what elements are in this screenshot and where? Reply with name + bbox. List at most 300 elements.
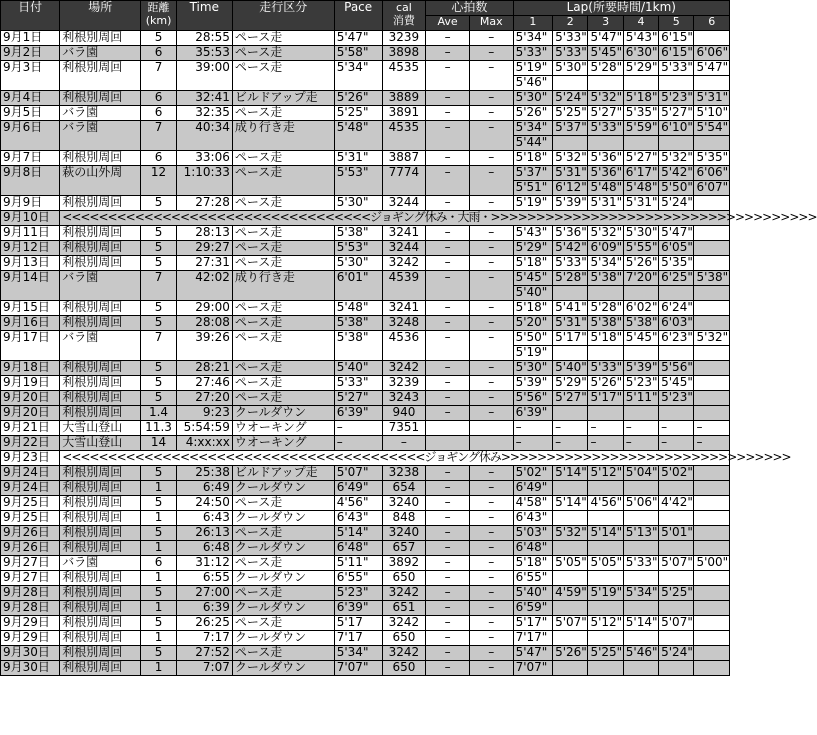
cell-distance: 5 [141,376,176,391]
cell-date: 9月25日 [1,496,60,511]
cell-lap-1: 5'18" [513,556,553,571]
cell-date: 9月20日 [1,391,60,406]
table-row [1,256,730,271]
cell-hr-max: – [469,526,513,541]
cell-lap-3: 5'25" [588,646,623,661]
table-row [1,586,730,601]
cell-lap-3: – [588,436,623,451]
cell-lap-6 [694,511,730,526]
cell-time: 35:53 [176,46,232,61]
cell-lap-6: 5'10" [694,106,730,121]
cell-category: ペース走 [232,106,334,121]
cell-pace: 5'38" [334,331,382,361]
cell-distance: 7 [141,271,176,301]
cell-lap-6 [694,391,730,406]
cell-category: クールダウン [232,541,334,556]
cell-pace: 5'07" [334,466,382,481]
table-row [1,616,730,631]
cell-lap-2: 5'07" [553,616,588,631]
cell-pace: 4'56" [334,496,382,511]
cell-date: 9月24日 [1,466,60,481]
cell-calories: 3248 [382,316,426,331]
cell-lap-5: 5'35" [659,256,694,271]
cell-hr-max: – [469,241,513,256]
cell-category: ペース走 [232,166,334,196]
cell-place: バラ園 [60,271,141,301]
cell-distance: 5 [141,31,176,46]
cell-pace: 6'55" [334,571,382,586]
cell-pace: 5'53" [334,166,382,196]
cell-lap-extra-6 [694,346,730,361]
cell-category: 成り行き走 [232,121,334,151]
cell-date: 9月27日 [1,571,60,586]
table-row [1,661,730,676]
cell-hr-ave: – [426,121,470,151]
cell-lap-1: 7'07" [513,661,553,676]
cell-lap-1: 6'59" [513,601,553,616]
cell-lap-1: 5'34" [513,31,553,46]
header-hr-ave: Ave [426,16,470,31]
cell-place: 利根別周回 [60,661,141,676]
cell-lap-4: 5'39" [623,361,658,376]
cell-place: 利根別周回 [60,361,141,376]
cell-lap-2: 5'39" [553,196,588,211]
cell-time: 28:13 [176,226,232,241]
cell-time: 1:10:33 [176,166,232,196]
cell-lap-1: 6'39" [513,406,553,421]
cell-pace: 5'11" [334,556,382,571]
cell-lap-4: 5'30" [623,226,658,241]
cell-date: 9月21日 [1,421,60,436]
cell-pace: 5'58" [334,46,382,61]
cell-pace: 5'48" [334,121,382,151]
cell-time: 39:26 [176,331,232,361]
cell-lap-2 [553,661,588,676]
cell-calories: 3892 [382,556,426,571]
cell-date: 9月12日 [1,241,60,256]
cell-distance: 5 [141,391,176,406]
cell-hr-max: – [469,631,513,646]
cell-lap-1: 5'03" [513,526,553,541]
cell-lap-2: 5'14" [553,466,588,481]
cell-category: ペース走 [232,241,334,256]
cell-hr-ave: – [426,376,470,391]
cell-date: 9月26日 [1,541,60,556]
cell-lap-6 [694,241,730,256]
cell-hr-ave: – [426,616,470,631]
cell-lap-2: 5'24" [553,91,588,106]
cell-hr-ave: – [426,631,470,646]
cell-time: 6:43 [176,511,232,526]
cell-hr-ave: – [426,661,470,676]
cell-lap-3: 5'33" [588,361,623,376]
table-row [1,526,730,541]
cell-lap-3: 5'18" [588,331,623,346]
cell-category: ペース走 [232,586,334,601]
cell-lap-3: 5'19" [588,586,623,601]
cell-distance: 14 [141,436,176,451]
cell-pace: 7'07" [334,661,382,676]
cell-lap-2: 5'17" [553,331,588,346]
cell-lap-6 [694,301,730,316]
cell-hr-max: – [469,46,513,61]
cell-hr-max: – [469,121,513,151]
cell-lap-6 [694,376,730,391]
cell-hr-max: – [469,496,513,511]
cell-hr-ave: – [426,196,470,211]
cell-date: 9月6日 [1,121,60,151]
cell-calories: 3242 [382,256,426,271]
cell-pace: 5'47" [334,31,382,46]
cell-category: ペース走 [232,31,334,46]
cell-calories: 654 [382,481,426,496]
cell-distance: 7 [141,61,176,91]
cell-calories: 3898 [382,46,426,61]
table-row [1,166,730,181]
cell-lap-4: 5'26" [623,256,658,271]
cell-date: 9月29日 [1,616,60,631]
cell-lap-4: 5'27" [623,151,658,166]
header-lap-4: 4 [623,16,658,31]
cell-calories: 4535 [382,121,426,151]
cell-lap-5: 5'47" [659,226,694,241]
cell-date: 9月30日 [1,661,60,676]
cell-category: ペース走 [232,526,334,541]
cell-lap-2: 5'33" [553,256,588,271]
cell-lap-2 [553,631,588,646]
cell-distance: 5 [141,196,176,211]
cell-hr-ave: – [426,91,470,106]
cell-distance: 6 [141,91,176,106]
cell-lap-5 [659,511,694,526]
cell-lap-5: 5'23" [659,91,694,106]
cell-category: クールダウン [232,661,334,676]
cell-time: 6:55 [176,571,232,586]
cell-lap-5: 6'10" [659,121,694,136]
cell-hr-max [469,436,513,451]
cell-lap-4: 5'11" [623,391,658,406]
cell-calories: 4536 [382,331,426,361]
cell-lap-5: 4'42" [659,496,694,511]
cell-time: 6:48 [176,541,232,556]
cell-lap-extra-6 [694,76,730,91]
cell-lap-3: 5'28" [588,61,623,76]
cell-lap-2: 5'30" [553,61,588,76]
cell-lap-3: 5'26" [588,376,623,391]
cell-lap-2 [553,481,588,496]
cell-pace: 5'30" [334,196,382,211]
cell-pace: 5'33" [334,376,382,391]
cell-lap-extra-3 [588,346,623,361]
cell-distance: 11.3 [141,421,176,436]
cell-category: クールダウン [232,631,334,646]
cell-category: クールダウン [232,601,334,616]
cell-distance: 1 [141,661,176,676]
cell-calories: 3240 [382,526,426,541]
cell-time: 6:49 [176,481,232,496]
cell-lap-6 [694,601,730,616]
cell-hr-max: – [469,661,513,676]
cell-lap-extra-3: 5'48" [588,181,623,196]
cell-lap-5 [659,481,694,496]
cell-time: 27:31 [176,256,232,271]
cell-hr-ave: – [426,496,470,511]
cell-lap-5: 6'23" [659,331,694,346]
cell-hr-max: – [469,601,513,616]
cell-pace: 5'31" [334,151,382,166]
cell-lap-6: 5'54" [694,121,730,136]
cell-lap-5: 5'56" [659,361,694,376]
cell-lap-3 [588,406,623,421]
cell-lap-5: – [659,421,694,436]
table-body [1,30,817,676]
cell-lap-extra-3 [588,136,623,151]
cell-distance: 5 [141,616,176,631]
cell-lap-4 [623,406,658,421]
cell-time: 39:00 [176,61,232,91]
cell-calories: – [382,436,426,451]
cell-lap-extra-6 [694,136,730,151]
cell-place: 利根別周回 [60,241,141,256]
cell-calories: 940 [382,406,426,421]
cell-lap-6 [694,31,730,46]
cell-lap-6 [694,406,730,421]
cell-place: 利根別周回 [60,316,141,331]
cell-distance: 5 [141,586,176,601]
cell-lap-4: 5'59" [623,121,658,136]
cell-lap-1: 5'30" [513,361,553,376]
cell-lap-3: 5'12" [588,466,623,481]
cell-lap-2: 5'41" [553,301,588,316]
cell-hr-ave: – [426,361,470,376]
table-header [1,1,730,31]
cell-pace: 5'17 [334,616,382,631]
cell-lap-5: 6'05" [659,241,694,256]
cell-hr-ave: – [426,526,470,541]
cell-lap-3 [588,571,623,586]
cell-calories: 650 [382,661,426,676]
cell-time: 33:06 [176,151,232,166]
table-row [1,466,730,481]
cell-place: 利根別周回 [60,481,141,496]
cell-lap-extra-2 [553,346,588,361]
table-row [1,331,730,346]
cell-lap-1: 5'30" [513,91,553,106]
cell-distance: 5 [141,241,176,256]
cell-lap-1: 7'17" [513,631,553,646]
cell-lap-3: 5'32" [588,91,623,106]
cell-lap-3: 5'33" [588,121,623,136]
cell-hr-ave: – [426,226,470,241]
cell-lap-extra-6 [694,286,730,301]
cell-lap-5: 5'07" [659,556,694,571]
cell-distance: 5 [141,496,176,511]
cell-lap-6: 6'06" [694,166,730,181]
cell-hr-ave: – [426,391,470,406]
cell-lap-5 [659,406,694,421]
cell-hr-ave: – [426,151,470,166]
cell-place: 利根別周回 [60,541,141,556]
cell-distance: 5 [141,466,176,481]
cell-time: 29:27 [176,241,232,256]
cell-lap-4 [623,481,658,496]
cell-pace: 6'01" [334,271,382,301]
cell-lap-2: 5'33" [553,46,588,61]
cell-hr-max [469,421,513,436]
cell-hr-max: – [469,571,513,586]
cell-lap-1: 5'34" [513,121,553,136]
cell-time: 26:13 [176,526,232,541]
cell-category: ウオーキング [232,436,334,451]
cell-lap-4: 5'33" [623,556,658,571]
cell-time: 40:34 [176,121,232,151]
cell-lap-2: – [553,421,588,436]
cell-pace: 5'34" [334,61,382,91]
cell-calories: 3887 [382,151,426,166]
cell-lap-3: 5'27" [588,106,623,121]
cell-date: 9月30日 [1,646,60,661]
cell-place: 萩の山外周 [60,166,141,196]
cell-lap-3 [588,601,623,616]
cell-place: 利根別周回 [60,466,141,481]
cell-date: 9月17日 [1,331,60,361]
cell-place: バラ園 [60,556,141,571]
cell-lap-5: 5'07" [659,616,694,631]
cell-lap-1: 5'18" [513,301,553,316]
cell-pace: 5'48" [334,301,382,316]
cell-lap-3 [588,661,623,676]
cell-date: 9月29日 [1,631,60,646]
cell-category: ペース走 [232,556,334,571]
cell-lap-4: 5'55" [623,241,658,256]
cell-place: 大雪山登山 [60,436,141,451]
cell-lap-4: 6'17" [623,166,658,181]
cell-place: 利根別周回 [60,91,141,106]
cell-lap-2 [553,511,588,526]
cell-pace: 5'38" [334,316,382,331]
cell-place: 利根別周回 [60,496,141,511]
cell-pace: 6'39" [334,601,382,616]
cell-date: 9月9日 [1,196,60,211]
cell-lap-6: 5'32" [694,331,730,346]
cell-time: 27:00 [176,586,232,601]
cell-place: 利根別周回 [60,631,141,646]
cell-date: 9月19日 [1,376,60,391]
cell-lap-4: 5'35" [623,106,658,121]
cell-lap-5: 6'15" [659,31,694,46]
cell-calories: 4535 [382,61,426,91]
cell-time: 5:54:59 [176,421,232,436]
cell-calories: 3243 [382,391,426,406]
cell-lap-3: 5'05" [588,556,623,571]
cell-lap-4: 5'45" [623,331,658,346]
cell-lap-1: 6'55" [513,571,553,586]
cell-category: ペース走 [232,46,334,61]
cell-date: 9月2日 [1,46,60,61]
cell-place: 利根別周回 [60,586,141,601]
cell-lap-5: 5'25" [659,586,694,601]
cell-pace: 5'23" [334,586,382,601]
cell-date: 9月15日 [1,301,60,316]
cell-lap-5: 5'33" [659,61,694,76]
rest-day-row [1,211,730,226]
cell-date: 9月28日 [1,601,60,616]
cell-lap-6 [694,541,730,556]
cell-lap-6: 5'31" [694,91,730,106]
cell-lap-3: 5'14" [588,526,623,541]
cell-date: 9月4日 [1,91,60,106]
cell-time: 27:28 [176,196,232,211]
cell-lap-1: 5'45" [513,271,553,286]
cell-lap-6 [694,316,730,331]
cell-category: ペース走 [232,316,334,331]
cell-calories: 4539 [382,271,426,301]
cell-lap-3: 5'28" [588,301,623,316]
cell-lap-extra-3 [588,76,623,91]
cell-lap-3 [588,541,623,556]
cell-place: バラ園 [60,121,141,151]
cell-hr-ave: – [426,301,470,316]
cell-place: 利根別周回 [60,616,141,631]
cell-lap-5 [659,661,694,676]
cell-date: 9月25日 [1,511,60,526]
cell-lap-3: 4'56" [588,496,623,511]
table-row [1,106,730,121]
cell-lap-extra-4 [623,136,658,151]
cell-hr-ave: – [426,31,470,46]
cell-lap-1: 5'19" [513,196,553,211]
table-row [1,196,730,211]
cell-category: ビルドアップ走 [232,91,334,106]
cell-calories: 3244 [382,241,426,256]
cell-lap-6: – [694,436,730,451]
cell-hr-ave: – [426,331,470,361]
cell-category: ペース走 [232,226,334,241]
cell-lap-2 [553,571,588,586]
cell-lap-5: 5'27" [659,106,694,121]
cell-calories: 848 [382,511,426,526]
cell-time: 29:00 [176,301,232,316]
cell-calories: 3238 [382,466,426,481]
cell-lap-extra-1: 5'40" [513,286,553,301]
cell-hr-max: – [469,466,513,481]
table-row [1,556,730,571]
cell-lap-3: – [588,421,623,436]
cell-lap-6 [694,661,730,676]
cell-pace: – [334,436,382,451]
cell-calories: 3239 [382,31,426,46]
header-place: 場所 [60,1,141,31]
cell-date: 9月14日 [1,271,60,301]
cell-pace: 5'53" [334,241,382,256]
cell-calories: 3242 [382,361,426,376]
header-lap-1: 1 [513,16,553,31]
cell-time: 28:55 [176,31,232,46]
cell-distance: 1 [141,541,176,556]
cell-category: クールダウン [232,571,334,586]
cell-category: ペース走 [232,616,334,631]
cell-category: ペース走 [232,496,334,511]
cell-lap-2: 5'33" [553,31,588,46]
cell-lap-2: 4'59" [553,586,588,601]
cell-lap-5: 5'02" [659,466,694,481]
cell-date: 9月18日 [1,361,60,376]
cell-lap-3: 5'36" [588,166,623,181]
cell-distance: 7 [141,121,176,151]
cell-lap-4 [623,601,658,616]
cell-date: 9月5日 [1,106,60,121]
cell-lap-4 [623,511,658,526]
